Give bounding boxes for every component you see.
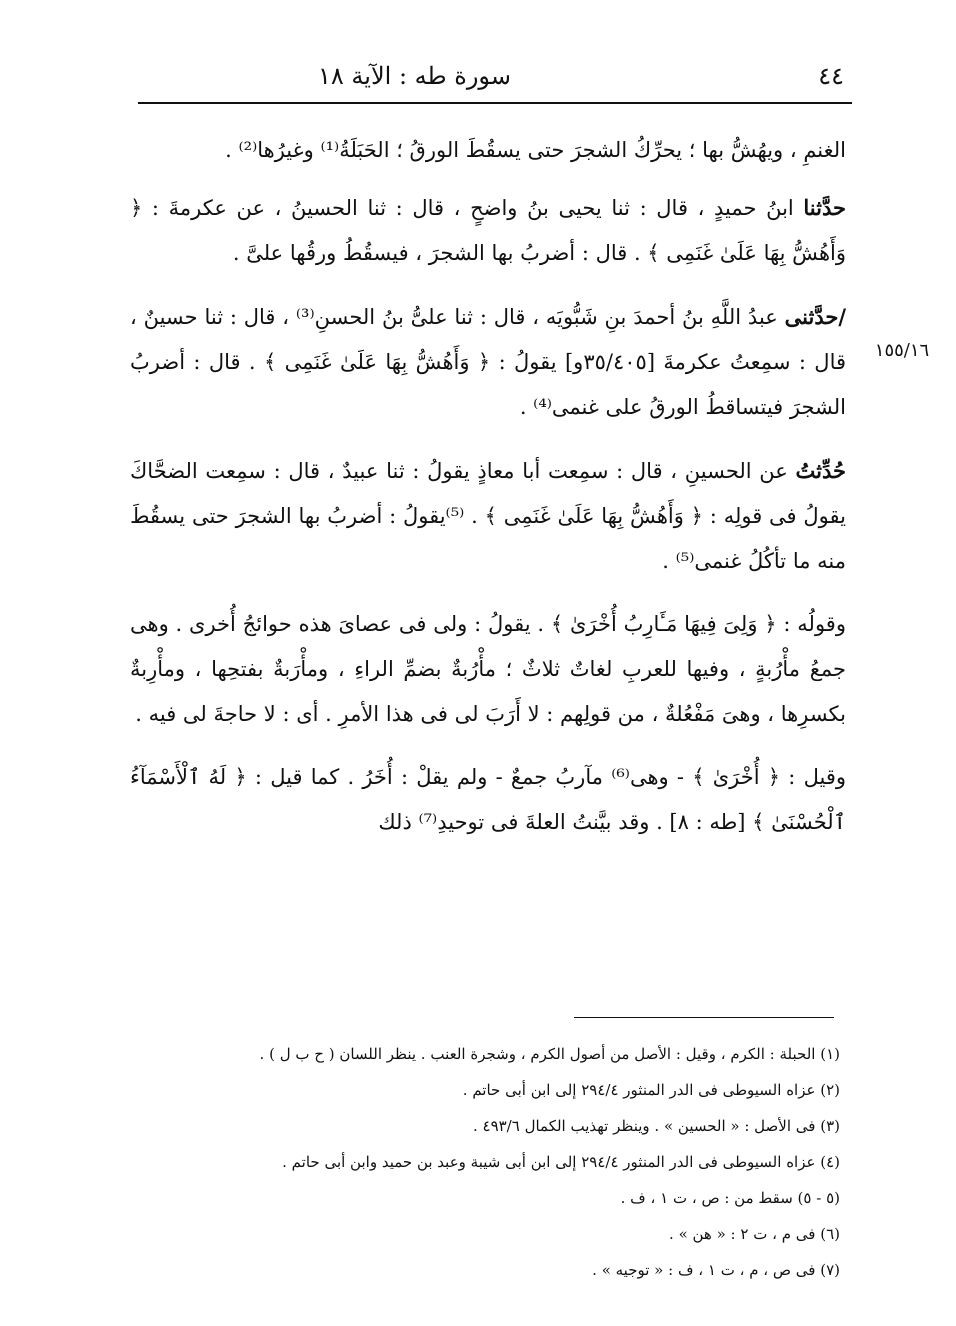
page-number: ٤٤	[818, 62, 844, 90]
footnote: (٧) فى ص ، م ، ت ١ ، ف : « توجيه » .	[592, 1261, 840, 1279]
paragraph-6	[130, 755, 846, 845]
header-divider	[138, 102, 852, 104]
page-header	[138, 58, 852, 98]
paragraph-text: عن الحسينِ ، قال : سمِعت أبا معاذٍ يقولُ : ثنا عبيدٌ ، قال : سمِعت الضحَّاكَ يقولُ فى قولِه : ﴿ وَأَهُشُّ بِهَا عَلَىٰ غَنَمِى ﴾ . ⁽⁵⁾يقولُ : أضربُ بها الشجرَ حتى يسقُطَ منه ما تأكُلُ غنمى⁽⁵⁾ .	[130, 459, 846, 573]
paragraph-2	[130, 185, 846, 276]
narration-lead: حُدِّثتُ	[795, 458, 847, 483]
footnote: (٢) عزاه السيوطى فى الدر المنثور ٢٩٤/٤ إلى ابن أبى حاتم .	[462, 1081, 840, 1099]
footnotes	[140, 1036, 840, 1288]
narration-lead: حدَّثنا	[803, 195, 846, 220]
footnote: (٤) عزاه السيوطى فى الدر المنثور ٢٩٤/٤ إلى ابن أبى شيبة وعبد بن حميد وابن أبى حاتم .	[282, 1153, 840, 1171]
paragraph-text: وقولُه : ﴿ وَلِىَ فِيهَا مَـَٔارِبُ أُخْرَىٰ ﴾ . يقولُ : ولى فى عصاىَ هذه حوائجُ أُخرى . وهى جمعُ مأْرُبةٍ ، وفيها للعربِ لغاتٌ ثلاثٌ ؛ مأْرُبةٌ بضمِّ الراءِ ، ومأْرَبةٌ بفتحِها ، ومأْرِبةٌ بكسرِها ، وهىَ مَفْعُلةٌ ، من قولِهم : لا أَرَبَ لى فى هذا الأمرِ . أى : لا حاجةَ لى فيه .	[130, 612, 846, 726]
footnote: (٦) فى م ، ت ٢ : « هن » .	[669, 1225, 840, 1243]
narration-lead: /حدَّثنى	[784, 304, 846, 329]
footnote: (١) الحبلة : الكرم ، وقيل : الأصل من أصول الكرم ، وشجرة العنب . ينظر اللسان ( ح ب ل ) .	[259, 1045, 840, 1063]
paragraph-text: وقيل : ﴿ أُخْرَىٰ ﴾ - وهى⁽⁶⁾ مآربُ جمعٌ - ولم يقلْ : أُخَرُ . كما قيل : ﴿ لَهُ ٱلْأَسْمَآءُ ٱلْحُسْنَىٰ ﴾ [طه : ٨] . وقد بيَّنتُ العلةَ فى توحيدِ⁽⁷⁾ ذلك	[130, 765, 847, 834]
paragraph-5	[130, 602, 846, 737]
running-title: سورة طه : الآية ١٨	[318, 62, 511, 90]
paragraph-text: عبدُ اللَّهِ بنُ أحمدَ بنِ شَبُّويَه ، قال : ثنا علىُّ بنُ الحسنِ⁽³⁾ ، قال : ثنا حسينٌ ، قال : سمِعتُ عكرمةَ [٣٥/٤٠٥و] يقولُ : ﴿ وَأَهُشُّ بِهَا عَلَىٰ غَنَمِى ﴾ . قال : أضربُ الشجرَ فيتساقطُ الورقُ على غنمى⁽⁴⁾ .	[130, 305, 847, 419]
main-text	[130, 128, 846, 863]
paragraph-1	[130, 128, 846, 173]
footnote: (٣) فى الأصل : « الحسين » . وينظر تهذيب الكمال ٤٩٣/٦ .	[472, 1117, 840, 1135]
paragraph-text: ابنُ حميدٍ ، قال : ثنا يحيى بنُ واضحٍ ، قال : ثنا الحسينُ ، عن عكرمةَ : ﴿ وَأَهُشُّ بِهَا عَلَىٰ غَنَمِى ﴾ . قال : أضربُ بها الشجرَ ، فيسقُطُ ورقُها علىَّ .	[130, 196, 846, 265]
paragraph-4	[130, 448, 846, 584]
paragraph-text: الغنمِ ، ويهُشُّ بها ؛ يحرِّكُ الشجرَ حتى يسقُطَ الورقُ ؛ الحَبَلَةُ⁽¹⁾ وغيرُها⁽²⁾ .	[225, 138, 846, 162]
margin-reference: ١٥٥/١٦	[874, 340, 930, 361]
footnote: (٥ - ٥) سقط من : ص ، ت ١ ، ف .	[620, 1189, 840, 1207]
paragraph-3	[130, 294, 846, 430]
footnote-divider	[574, 1017, 834, 1018]
